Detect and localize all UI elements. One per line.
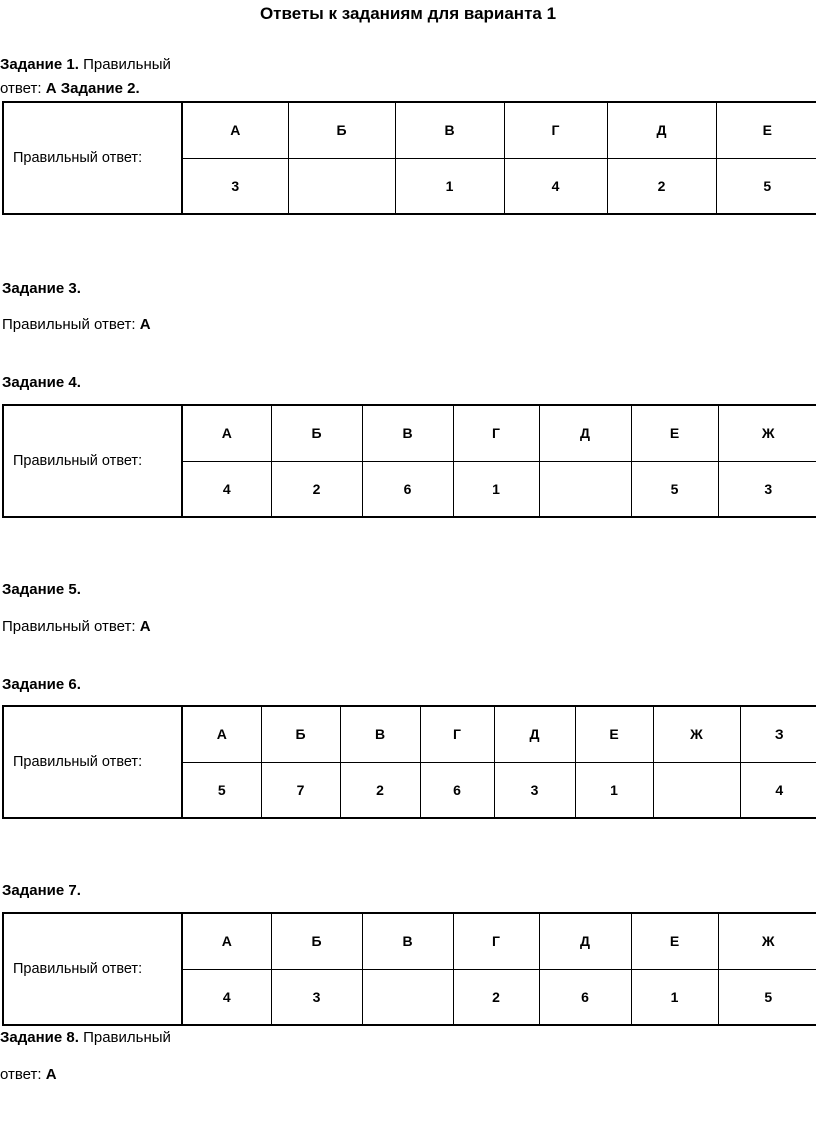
task7-value-cell: 3 <box>271 969 362 1025</box>
task7-heading <box>2 882 81 899</box>
task4-value-cell: 1 <box>453 461 539 517</box>
task5-answer-prefix: Правильный ответ: <box>2 618 140 635</box>
task7-header-cell: Е <box>631 913 718 969</box>
task7-heading-text: Задание 7. <box>2 882 81 899</box>
task4-table <box>2 404 816 518</box>
task7-label: Правильный ответ: <box>3 913 182 1025</box>
task2-value-cell <box>288 158 395 214</box>
task8-line2 <box>0 1066 57 1083</box>
task6-header-cell: З <box>740 706 816 762</box>
task3-heading-text: Задание 3. <box>2 280 81 297</box>
task2-value-cell: 1 <box>395 158 504 214</box>
task7-value-cell <box>362 969 453 1025</box>
task6-header-cell: В <box>340 706 420 762</box>
task4-header-cell: Д <box>539 405 631 461</box>
page-title: Ответы к заданиям для варианта 1 <box>259 4 557 23</box>
task8-heading: Задание 8. <box>0 1029 79 1046</box>
task5-answer: А <box>139 618 151 635</box>
task2-heading: Задание 2. <box>56 80 140 97</box>
task4-value-cell: 2 <box>271 461 362 517</box>
task1-text: Правильный <box>78 56 171 73</box>
task4-value-cell: 4 <box>182 461 271 517</box>
task2-value-cell: 2 <box>607 158 716 214</box>
task2-header-cell: А <box>182 102 288 158</box>
task7-table <box>2 912 816 1026</box>
task3-heading <box>2 280 81 297</box>
task4-header-cell: Ж <box>718 405 816 461</box>
task2-header-cell: В <box>395 102 504 158</box>
task3-answer-prefix: Правильный ответ: <box>2 316 140 333</box>
task5-heading-text: Задание 5. <box>2 581 81 598</box>
task4-header-cell: Г <box>453 405 539 461</box>
task2-value-cell: 4 <box>504 158 607 214</box>
task4-value-cell: 6 <box>362 461 453 517</box>
task6-header-cell: Б <box>261 706 340 762</box>
task7-header-cell: Б <box>271 913 362 969</box>
task6-value-cell: 6 <box>420 762 494 818</box>
task5-heading <box>2 581 81 598</box>
task7-value-cell: 6 <box>539 969 631 1025</box>
task7-header-cell: А <box>182 913 271 969</box>
task7-header-cell: В <box>362 913 453 969</box>
task2-value-cell: 5 <box>716 158 816 214</box>
task6-value-cell: 1 <box>575 762 653 818</box>
task6-value-cell: 7 <box>261 762 340 818</box>
task6-header-cell: Д <box>494 706 575 762</box>
task1-answer: А <box>45 80 57 97</box>
task8-answer-prefix: ответ: <box>0 1066 46 1083</box>
task4-heading-text: Задание 4. <box>2 374 81 391</box>
task7-header-cell: Д <box>539 913 631 969</box>
task2-header-cell: Д <box>607 102 716 158</box>
task6-value-cell <box>653 762 740 818</box>
task6-label: Правильный ответ: <box>3 706 182 818</box>
task6-heading <box>2 676 81 693</box>
task4-value-cell: 5 <box>631 461 718 517</box>
task6-value-cell: 4 <box>740 762 816 818</box>
task6-heading-text: Задание 6. <box>2 676 81 693</box>
task6-header-cell: А <box>182 706 261 762</box>
task8-text: Правильный <box>78 1029 171 1046</box>
task6-value-cell: 5 <box>182 762 261 818</box>
task8-line1 <box>0 1029 171 1046</box>
task3-answer-line <box>2 316 151 333</box>
task6-header-cell: Ж <box>653 706 740 762</box>
task6-header-cell: Е <box>575 706 653 762</box>
task2-value-cell: 3 <box>182 158 288 214</box>
task2-table <box>2 101 816 215</box>
task2-header-cell: Б <box>288 102 395 158</box>
task1-answer-prefix: ответ: <box>0 80 46 97</box>
task1-heading: Задание 1. <box>0 56 79 73</box>
task4-header-cell: Б <box>271 405 362 461</box>
task7-value-cell: 2 <box>453 969 539 1025</box>
task4-header-cell: В <box>362 405 453 461</box>
task4-value-cell: 3 <box>718 461 816 517</box>
task7-header-cell: Г <box>453 913 539 969</box>
task4-header-cell: А <box>182 405 271 461</box>
task5-answer-line <box>2 618 151 635</box>
task1-line2 <box>0 80 140 97</box>
task3-answer: А <box>139 316 151 333</box>
task6-header-cell: Г <box>420 706 494 762</box>
task7-value-cell: 5 <box>718 969 816 1025</box>
task6-table <box>2 705 816 819</box>
task1-line1 <box>0 56 171 73</box>
task4-value-cell <box>539 461 631 517</box>
task2-label: Правильный ответ: <box>3 102 182 214</box>
task2-header-cell: Г <box>504 102 607 158</box>
task6-value-cell: 2 <box>340 762 420 818</box>
task7-value-cell: 1 <box>631 969 718 1025</box>
task4-label: Правильный ответ: <box>3 405 182 517</box>
task4-heading <box>2 374 81 391</box>
task7-value-cell: 4 <box>182 969 271 1025</box>
task2-header-cell: Е <box>716 102 816 158</box>
task4-header-cell: Е <box>631 405 718 461</box>
task6-value-cell: 3 <box>494 762 575 818</box>
task8-answer: А <box>45 1066 57 1083</box>
task7-header-cell: Ж <box>718 913 816 969</box>
